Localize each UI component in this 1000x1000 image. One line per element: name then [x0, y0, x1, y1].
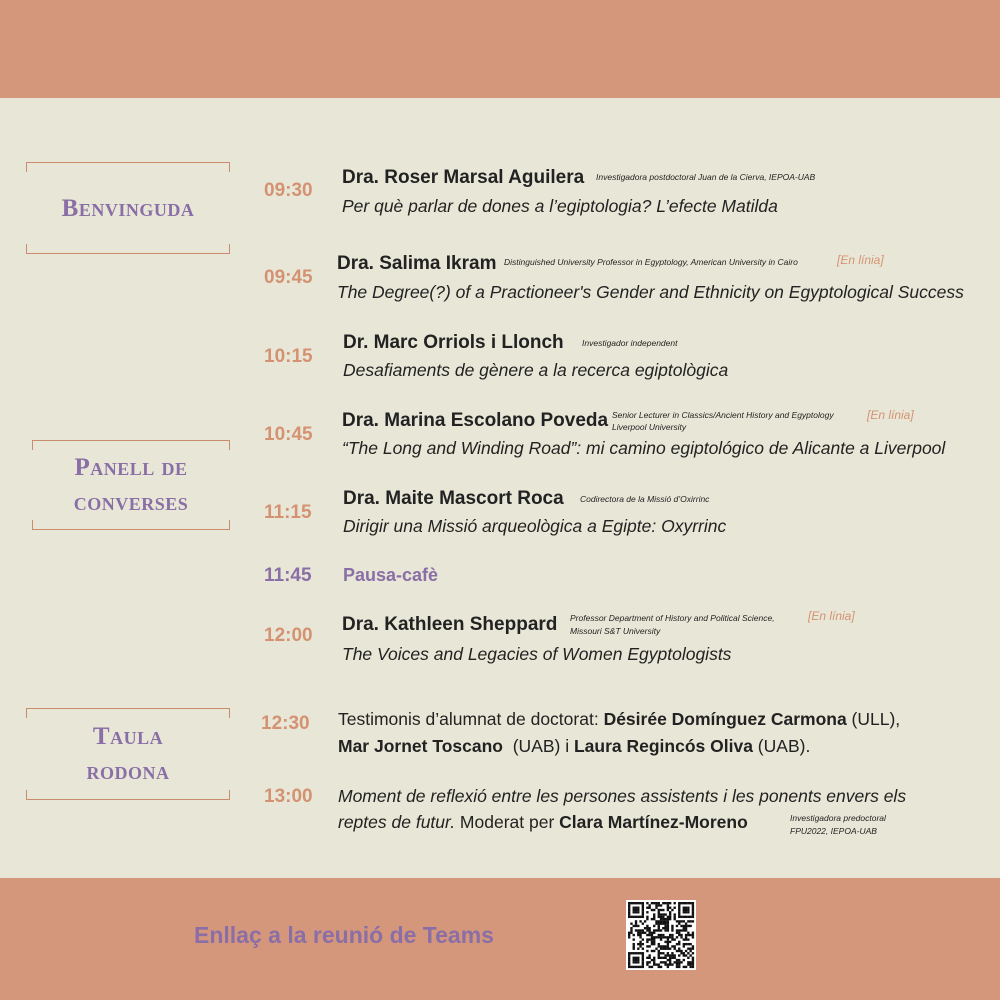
participant-name: Laura Regincós Oliva — [573, 736, 753, 756]
time-1300: 13:00 — [264, 786, 313, 807]
teams-meeting-link[interactable]: Enllaç a la reunió de Teams — [194, 922, 494, 948]
moderator-name: Clara Martínez-Moreno — [559, 812, 748, 832]
speaker-affiliation-2: Liverpool University — [612, 422, 687, 432]
speaker-affiliation: Professor Department of History and Political Science, — [570, 613, 775, 623]
moderated-by: Moderat per — [455, 812, 560, 832]
online-badge: [En línia] — [867, 408, 914, 422]
speaker-name: Dra. Salima Ikram — [337, 253, 497, 274]
speaker-affiliation: Investigadora postdoctoral Juan de la Cierva, IEPOA-UAB — [596, 172, 816, 182]
section-welcome — [26, 162, 230, 254]
qr-code[interactable] — [626, 900, 696, 970]
round-table-line-2 — [338, 736, 810, 757]
bottom-band — [0, 878, 1000, 1000]
testimonies-intro: Testimonis d’alumnat de doctorat: — [338, 709, 604, 729]
speaker-affiliation-2: Missouri S&T University — [570, 626, 661, 636]
online-badge: [En línia] — [808, 609, 855, 623]
section-round-table — [26, 708, 230, 800]
reflection-line-2 — [338, 812, 748, 833]
section-welcome-label: Benvinguda — [61, 194, 195, 222]
speaker-affiliation: Distinguished University Professor in Egyptology, American University in Cairo — [504, 257, 798, 267]
speaker-name: Dra. Maite Mascort Roca — [343, 488, 564, 509]
moderator-affiliation-2: FPU2022, IEPOA-UAB — [790, 826, 877, 836]
time-1015: 10:15 — [264, 346, 313, 367]
talk-title: “The Long and Winding Road”: mi camino egiptológico de Alicante a Liverpool — [342, 438, 946, 458]
coffee-break: Pausa-cafè — [343, 565, 439, 585]
section-panel — [32, 440, 230, 530]
round-table-line-1 — [338, 709, 900, 730]
reflection-italic: reptes de futur. — [338, 812, 456, 832]
section-panel-label-1: Panell de — [74, 454, 188, 481]
participant-name: Mar Jornet Toscano — [338, 736, 503, 756]
time-1145: 11:45 — [264, 565, 312, 586]
speaker-name: Dra. Kathleen Sheppard — [342, 614, 558, 635]
talk-title: Dirigir una Missió arqueològica a Egipte: Oxyrrinc — [343, 516, 727, 536]
time-0945: 09:45 — [264, 267, 313, 288]
time-0930: 09:30 — [264, 180, 313, 201]
participant-name: Désirée Domínguez Carmona — [603, 709, 847, 729]
speaker-affiliation: Investigador independent — [582, 338, 678, 348]
top-band — [0, 0, 1000, 98]
talk-title: Desafiaments de gènere a la recerca egiptològica — [343, 360, 729, 380]
section-round-label-2: rodona — [86, 758, 170, 785]
speaker-affiliation: Codirectora de la Missió d’Oxirrinc — [580, 494, 710, 504]
time-1200: 12:00 — [264, 625, 313, 646]
time-1115: 11:15 — [264, 502, 312, 523]
talk-title: The Voices and Legacies of Women Egyptologists — [342, 644, 732, 664]
participant-affiliation: (UAB). — [752, 736, 811, 756]
reflection-line-1: Moment de reflexió entre les persones assistents i les ponents envers els — [338, 786, 907, 806]
speaker-name: Dr. Marc Orriols i Llonch — [343, 332, 564, 353]
speaker-affiliation: Senior Lecturer in Classics/Ancient History and Egyptology — [612, 410, 834, 420]
speaker-name: Dra. Roser Marsal Aguilera — [342, 167, 585, 188]
qr-code-icon — [626, 900, 696, 970]
time-1230: 12:30 — [261, 713, 310, 734]
talk-title: Per què parlar de dones a l’egiptologia? L’efecte Matilda — [342, 196, 778, 216]
participant-affiliation: (ULL), — [846, 709, 901, 729]
online-badge: [En línia] — [837, 253, 884, 267]
speaker-name: Dra. Marina Escolano Poveda — [342, 410, 609, 431]
talk-title: The Degree(?) of a Practioneer's Gender and Ethnicity on Egyptological Success — [337, 282, 964, 302]
section-panel-label-2: converses — [73, 489, 189, 516]
participant-separator: (UAB) i — [503, 736, 574, 756]
time-1045: 10:45 — [264, 424, 313, 445]
moderator-affiliation: Investigadora predoctoral — [790, 813, 886, 823]
section-round-label-1: Taula — [92, 723, 164, 750]
